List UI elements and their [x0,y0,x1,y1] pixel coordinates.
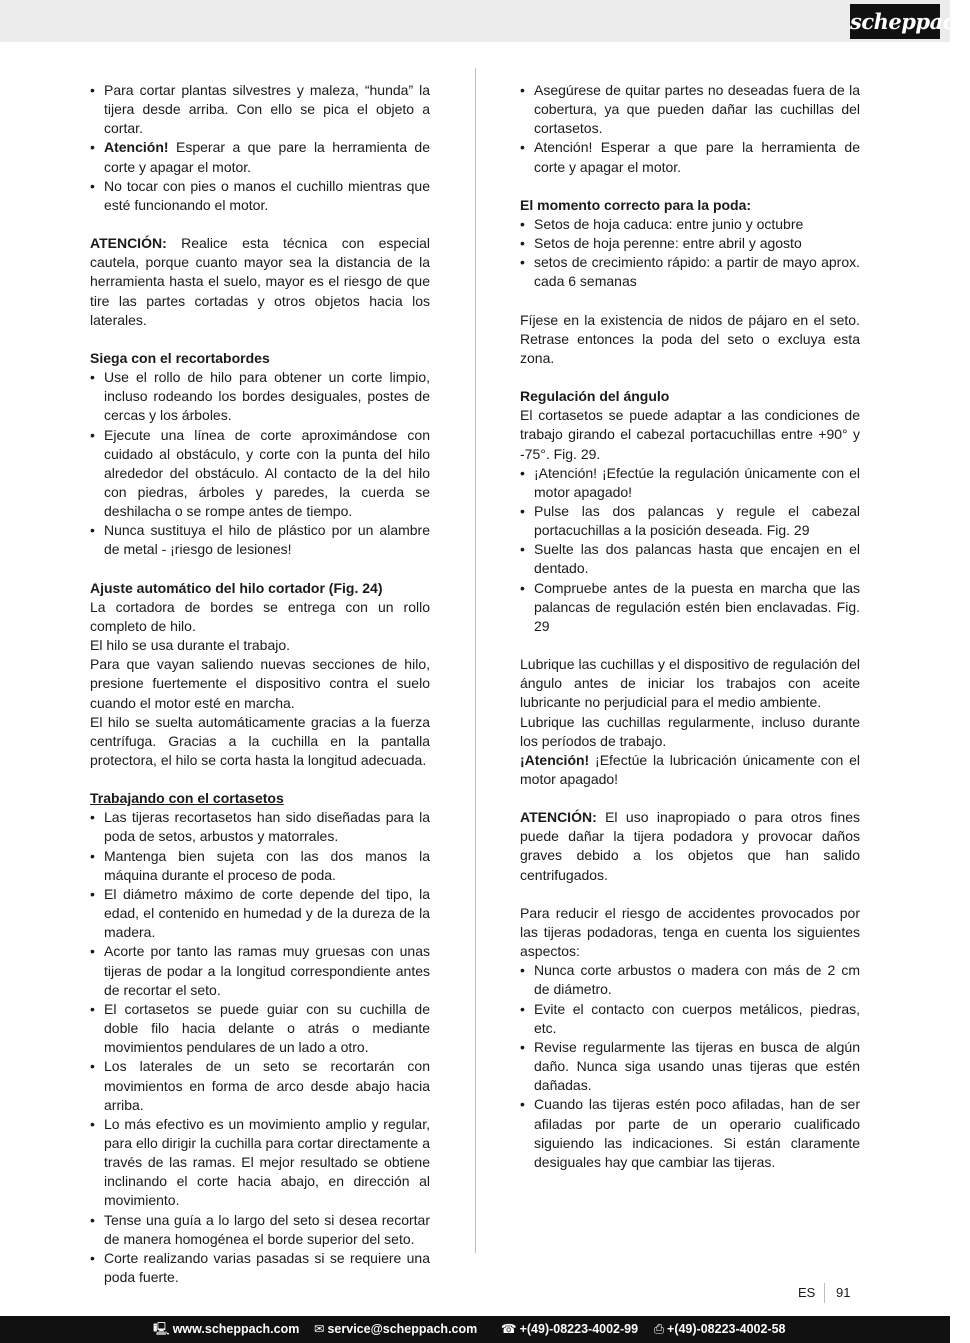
phone-icon: ☎ [501,1322,517,1336]
scheppach-logo: scheppach [850,4,940,39]
attention-paragraph [90,234,430,330]
email-link[interactable]: service@scheppach.com [327,1322,478,1336]
contact-bar [0,1316,950,1343]
list-item [90,138,430,176]
computer-icon: 🖳 [153,1322,170,1336]
list-item: • Corte realizando varias pasadas si se requiere una poda fuerte. [90,1249,430,1287]
paragraph: El hilo se suelta automáticamente gracias a la fuerza centrífuga. Gracias a la cuchilla en la pantalla protectora, el hilo se corta hasta la longitud adecuada. [90,713,430,768]
intro-list [90,81,430,215]
paragraph: Para que vayan saliendo nuevas secciones de hilo, presione fuertemente el dispositivo contra el suelo cuando el motor esté en marcha. [90,656,430,711]
attention-label: ATENCIÓN: [520,809,597,826]
column-divider [475,68,476,1253]
list-item: • El diámetro máximo de corte depende del tipo, la edad, el contenido en humedad y de la dureza de la madera. [90,885,430,942]
website-link[interactable]: www.scheppach.com [172,1322,300,1336]
paragraph: Lubrique las cuchillas regularmente, incluso durante los períodos de trabajo. [520,713,860,749]
list-item-text: Esperar a que pare la herramienta de corte y apagar el motor. [104,139,430,175]
list-item: • Evite el contacto con cuerpos metálicos, piedras, etc. [520,1000,860,1038]
language-code: ES [798,1285,816,1300]
section-heading: El momento correcto para la poda: [520,196,752,213]
fax-number: +(49)-08223-4002-58 [667,1322,786,1336]
list-item: • Tense una guía a lo largo del seto si desea recortar de manera homogénea el borde superior del seto. [90,1211,430,1249]
top-list [520,81,860,177]
header-bar [0,0,970,42]
warning-label: Atención! [104,139,169,156]
attention-paragraph [520,808,860,885]
list-item: • Nunca sustituya el hilo de plástico por un alambre de metal - ¡riesgo de lesiones! [90,521,430,559]
list-item: • Pulse las dos palancas y regule el cabezal portacuchillas a la posición deseada. Fig. 29 [520,502,860,540]
section-heading: Regulación del ángulo [520,388,670,405]
list-item: • Asegúrese de quitar partes no deseadas fuera de la cobertura, ya que pueden dañar las cuchillas del cortasetos. [520,81,860,138]
fax-icon: ⎙ [654,1322,665,1336]
list-item: • Para cortar plantas silvestres y maleza, “hunda” la tijera desde arriba. Con ello se pica el objeto a cortar. [90,81,430,138]
attention-text: El uso inapropiado o para otros fines puede dañar la tijera podadora y provocar daños graves debido a los objetos que han salido centrifugados. [520,809,860,883]
footer-divider [824,1283,825,1303]
reducir-list [520,961,860,1172]
page-footer [0,1283,950,1303]
list-item: • Atención! Esperar a que pare la herramienta de corte y apagar el motor. [520,138,860,176]
list-item: • Las tijeras recortasetos han sido diseñadas para la poda de setos, arbustos y matorrales. [90,808,430,846]
page-number: 91 [836,1285,851,1300]
momento-list [520,215,860,292]
trabajando-list [90,808,430,1287]
mail-icon: ✉ [314,1322,325,1336]
list-item: • Nunca corte arbustos o madera con más de 2 cm de diámetro. [520,961,860,999]
list-item: • Ejecute una línea de corte aproximándose con cuidado al obstáculo, y corte con la punta del hilo alrededor del obstáculo. Al contacto de la del hilo con piedras, árboles y paredes, la cuerda se deshilacha o se rompe antes de tiempo. [90,426,430,522]
paragraph: Lubrique las cuchillas y el dispositivo de regulación del ángulo antes de iniciar los trabajos con aceite lubricante no perjudicial para el medio ambiente. [520,656,860,711]
list-item: • Cuando las tijeras estén poco afiladas, han de ser afiladas por parte de un operario cualificado siguiendo las indicaciones. Si están claramente desiguales hay que cambiar las tijeras. [520,1095,860,1172]
list-item: • Revise regularmente las tijeras en busca de algún daño. Nunca siga usando unas tijeras que estén dañadas. [520,1038,860,1095]
list-item: • ¡Atención! ¡Efectúe la regulación únicamente con el motor apagado! [520,464,860,502]
section-heading: Trabajando con el cortasetos [90,790,284,807]
right-column [520,81,860,1172]
paragraph: El cortasetos se puede adaptar a las condiciones de trabajo girando el cabezal portacuchillas entre +90° y -75°. Fig. 29. [520,407,860,462]
paragraph: La cortadora de bordes se entrega con un rollo completo de hilo. [90,598,430,634]
section-heading: Siega con el recortabordes [90,349,270,366]
fax-item [654,1316,786,1343]
list-item: • Los laterales de un seto se recortarán con movimientos en forma de arco desde abajo hacia arriba. [90,1057,430,1114]
website-item[interactable] [153,1316,299,1343]
email-item[interactable] [314,1316,477,1343]
list-item: • Use el rollo de hilo para obtener un corte limpio, incluso rodeando los bordes desiguales, postes de cercas y los árboles. [90,368,430,425]
list-item: • Acorte por tanto las ramas muy gruesas con unas tijeras de podar a la longitud correspondiente antes de recortar el seto. [90,942,430,999]
regulacion-list [520,464,860,636]
list-item: • No tocar con pies o manos el cuchillo mientras que esté funcionando el motor. [90,177,430,215]
list-item: • Lo más efectivo es un movimiento amplio y regular, para ello dirigir la cuchilla para cortar directamente a través de las ramas. El mejor resultado se obtiene inclinando el corte hacia abajo, en dirección al movimiento. [90,1115,430,1211]
list-item: • Suelte las dos palancas hasta que encajen en el dentado. [520,540,860,578]
paragraph: Para reducir el riesgo de accidentes provocados por las tijeras podadoras, tenga en cuenta los siguientes aspectos: [520,904,860,960]
attention-label: ATENCIÓN: [90,235,167,252]
attention-paragraph [520,751,860,789]
list-item: • Setos de hoja caduca: entre junio y octubre [520,215,860,234]
attention-text: ¡Efectúe la lubricación únicamente con el motor apagado! [520,751,860,787]
list-item: • El cortasetos se puede guiar con su cuchilla de doble filo hacia delante o atrás o mediante movimientos pendulares de un lado a otro. [90,1000,430,1057]
list-item: • setos de crecimiento rápido: a partir de mayo aprox. cada 6 semanas [520,253,860,291]
attention-text: Realice esta técnica con especial cautela, porque cuanto mayor sea la distancia de la herramienta hasta el suelo, mayor es el riesgo de que tire las partes cortadas y otros objetos hacia los laterales. [90,235,430,328]
list-item: • Mantenga bien sujeta con las dos manos la máquina durante el proceso de poda. [90,847,430,885]
section-heading: Ajuste automático del hilo cortador (Fig. 24) [90,579,383,596]
paragraph: Fíjese en la existencia de nidos de pájaro en el seto. Retrase entonces la poda del seto o excluya esta zona. [520,311,860,366]
phone-item [501,1316,638,1343]
list-item: • Setos de hoja perenne: entre abril y agosto [520,234,860,253]
left-column [90,81,430,1287]
siega-list [90,368,430,560]
paragraph: El hilo se usa durante el trabajo. [90,637,291,654]
phone-number: +(49)-08223-4002-99 [519,1322,639,1336]
attention-label: ¡Atención! [520,751,590,768]
list-item: • Compruebe antes de la puesta en marcha que las palancas de regulación estén bien enclavadas. Fig. 29 [520,579,860,636]
